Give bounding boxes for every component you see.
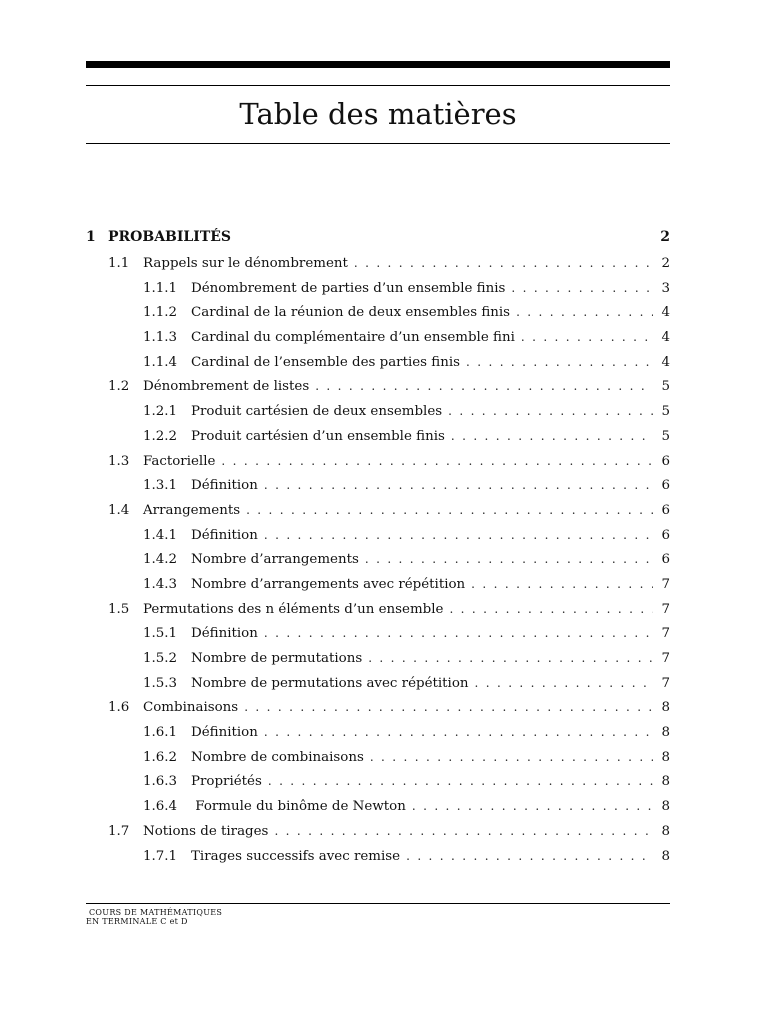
entry-number: 1.5.3 [143, 675, 178, 691]
toc-subsection[interactable] [86, 745, 670, 770]
entry-number: 1.6 [108, 700, 130, 716]
entry-number: 1.5.2 [143, 651, 178, 666]
entry-label: Arrangements [143, 502, 241, 518]
entry-label: Définition [191, 527, 258, 543]
toc-subsection[interactable] [86, 523, 670, 548]
entry-label: Définition [191, 626, 258, 642]
dot-leader [264, 523, 654, 548]
entry-label: Nombre de permutations [191, 651, 363, 666]
entry-number: 1.6.2 [143, 749, 178, 765]
entry-page: 6 [661, 552, 670, 568]
entry-page: 7 [661, 675, 670, 691]
entry-page: 6 [661, 502, 670, 518]
toc-subsection[interactable] [86, 399, 670, 424]
footer-rule [86, 903, 670, 904]
entry-page: 6 [661, 478, 670, 494]
toc-section[interactable] [86, 695, 670, 720]
top-thick-rule [86, 61, 670, 68]
entry-number: 1.4.3 [143, 576, 178, 592]
toc-subsection[interactable] [86, 671, 670, 696]
dot-leader [264, 720, 654, 745]
toc-entries [86, 251, 670, 868]
toc-section[interactable] [86, 251, 670, 276]
toc-subsection[interactable] [86, 300, 670, 325]
entry-page: 3 [661, 280, 670, 296]
title-rule-top [86, 85, 670, 86]
dot-leader [412, 794, 654, 819]
entry-number: 1.5.1 [143, 626, 178, 642]
entry-page: 4 [661, 354, 670, 370]
entry-page: 5 [661, 404, 670, 420]
toc-subsection[interactable] [86, 572, 670, 597]
entry-label: Cardinal du complémentaire d’un ensemble fini [191, 330, 515, 346]
entry-number: 1.4.1 [143, 527, 178, 543]
dot-leader [264, 473, 654, 498]
entry-label: Permutations des n éléments d’un ensemble [143, 601, 444, 617]
dot-leader [511, 276, 653, 301]
dot-leader [448, 399, 653, 424]
footer-line-1: COURS DE MATHÉMATIQUES [89, 908, 223, 917]
dot-leader [246, 498, 653, 523]
toc-section[interactable] [86, 374, 670, 399]
toc-subsection[interactable] [86, 473, 670, 498]
entry-number: 1.1.2 [143, 305, 178, 321]
dot-leader [449, 597, 653, 622]
entry-label: Cardinal de la réunion de deux ensembles finis [191, 305, 511, 321]
entry-label: Produit cartésien d’un ensemble finis [191, 428, 445, 444]
toc-subsection[interactable] [86, 720, 670, 745]
dot-leader [516, 300, 653, 325]
entry-number: 1.1.3 [143, 330, 178, 346]
entry-label: Factorielle [143, 453, 216, 469]
entry-label: Nombre d’arrangements avec répétition [191, 576, 466, 592]
entry-page: 8 [661, 700, 670, 716]
entry-page: 8 [661, 725, 670, 741]
dot-leader [244, 695, 653, 720]
entry-label: Dénombrement de listes [143, 379, 310, 395]
toc-subsection[interactable] [86, 769, 670, 794]
toc-subsection[interactable] [86, 424, 670, 449]
entry-label: Combinaisons [143, 700, 239, 716]
entry-page: 6 [661, 453, 670, 469]
entry-page: 4 [661, 330, 670, 346]
page-title: Table des matières [239, 97, 517, 131]
chapter-label: PROBABILITÉS [108, 229, 232, 245]
footer-line-2: EN TERMINALE C et D [86, 917, 188, 926]
entry-label: Rappels sur le dénombrement [143, 256, 348, 271]
chapter-number: 1 [86, 229, 96, 245]
entry-label: Notions de tirages [143, 823, 269, 839]
entry-number: 1.1.1 [143, 280, 178, 296]
entry-number: 1.3 [108, 453, 130, 469]
toc-subsection[interactable] [86, 350, 670, 375]
entry-label: Nombre d’arrangements [191, 552, 359, 568]
entry-label: Dénombrement de parties d’un ensemble finis [191, 280, 506, 296]
dot-leader [268, 769, 654, 794]
entry-page: 8 [661, 799, 670, 815]
table-of-contents [86, 225, 670, 868]
entry-page: 8 [661, 823, 670, 839]
toc-subsection[interactable] [86, 646, 670, 671]
dot-leader [521, 325, 654, 350]
dot-leader [221, 449, 653, 474]
toc-section[interactable] [86, 449, 670, 474]
toc-subsection[interactable] [86, 276, 670, 301]
entry-number: 1.5 [108, 601, 130, 617]
dot-leader [451, 424, 654, 449]
entry-number: 1.1 [108, 256, 130, 271]
entry-page: 7 [661, 626, 670, 642]
entry-label: Tirages successifs avec remise [191, 848, 401, 864]
dot-leader [475, 671, 654, 696]
entry-number: 1.1.4 [143, 354, 178, 370]
toc-subsection[interactable] [86, 325, 670, 350]
dot-leader [354, 251, 654, 276]
title-rule-bottom [86, 143, 670, 144]
dot-leader [315, 374, 653, 399]
entry-number: 1.7.1 [143, 848, 178, 864]
entry-label: Nombre de permutations avec répétition [191, 675, 469, 691]
dot-leader [368, 646, 653, 671]
entry-page: 4 [661, 305, 670, 321]
toc-section[interactable] [86, 819, 670, 844]
dot-leader [264, 621, 654, 646]
dot-leader [406, 844, 653, 869]
entry-page: 7 [661, 651, 670, 666]
entry-number: 1.6.4 [143, 799, 178, 815]
toc-subsection[interactable] [86, 621, 670, 646]
entry-page: 8 [661, 774, 670, 790]
entry-page: 8 [661, 749, 670, 765]
page-footer [86, 908, 222, 926]
entry-page: 2 [661, 256, 670, 271]
toc-subsection[interactable] [86, 844, 670, 869]
entry-label: Nombre de combinaisons [191, 749, 364, 765]
dot-leader [370, 745, 654, 770]
entry-page: 7 [661, 576, 670, 592]
entry-page: 5 [661, 428, 670, 444]
entry-number: 1.2 [108, 379, 130, 395]
entry-number: 1.2.2 [143, 428, 178, 444]
entry-number: 1.4.2 [143, 552, 178, 568]
dot-leader [471, 572, 653, 597]
entry-page: 7 [661, 601, 670, 617]
entry-page: 8 [661, 848, 670, 864]
entry-number: 1.4 [108, 502, 130, 518]
entry-label: Produit cartésien de deux ensembles [191, 404, 443, 420]
entry-label: Formule du binôme de Newton [191, 799, 406, 815]
toc-section[interactable] [86, 498, 670, 523]
entry-label: Propriétés [191, 774, 262, 790]
entry-page: 6 [661, 527, 670, 543]
dot-leader [274, 819, 653, 844]
dot-leader [365, 547, 654, 572]
entry-number: 1.3.1 [143, 478, 178, 494]
toc-section[interactable] [86, 597, 670, 622]
chapter-page: 2 [660, 229, 670, 245]
entry-number: 1.2.1 [143, 404, 178, 420]
entry-label: Définition [191, 478, 258, 494]
entry-number: 1.7 [108, 823, 130, 839]
entry-label: Cardinal de l’ensemble des parties finis [191, 354, 461, 370]
entry-label: Définition [191, 725, 258, 741]
toc-chapter[interactable] [86, 225, 670, 251]
toc-subsection[interactable] [86, 794, 670, 819]
dot-leader [466, 350, 653, 375]
entry-number: 1.6.3 [143, 774, 178, 790]
entry-page: 5 [661, 379, 670, 395]
toc-subsection[interactable] [86, 547, 670, 572]
entry-number: 1.6.1 [143, 725, 178, 741]
